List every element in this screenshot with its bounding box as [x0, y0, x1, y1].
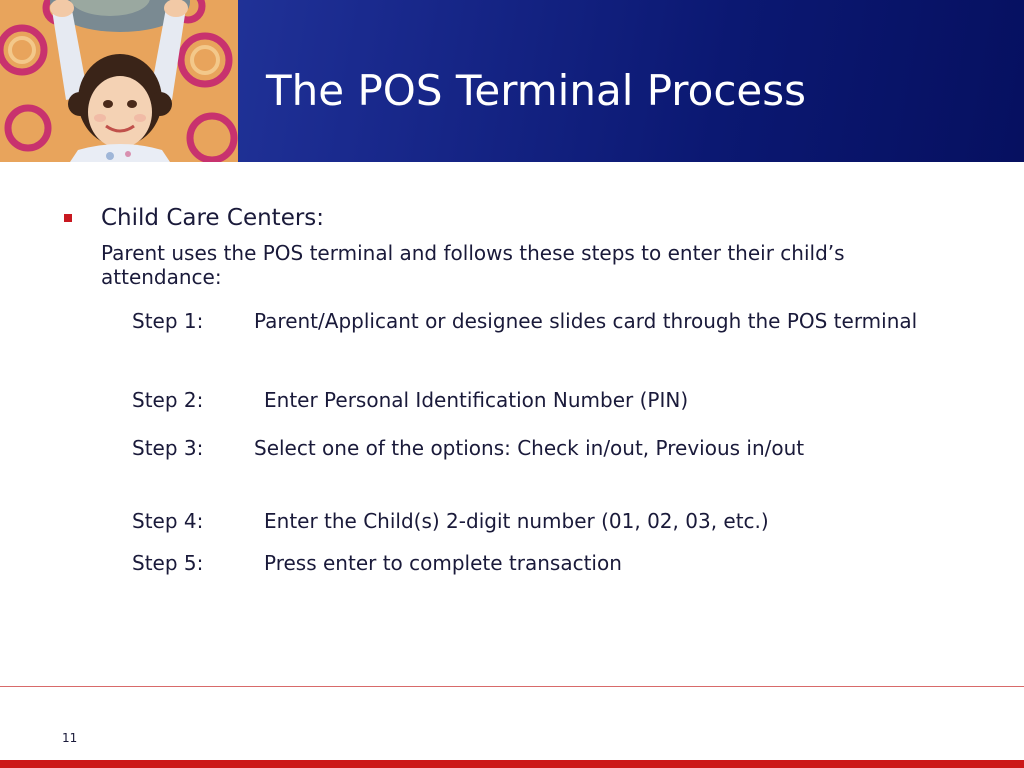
intro-text: Parent uses the POS terminal and follows these steps to enter their child’s attendance:: [101, 241, 845, 289]
title-banner: [0, 0, 1024, 162]
step-label: Step 4:: [132, 509, 204, 533]
step-label: Step 5:: [132, 551, 204, 575]
step-text: Select one of the options: Check in/out, Previous in/out: [254, 436, 805, 460]
bullet-heading: Child Care Centers:: [101, 205, 325, 231]
step-label: Step 3:: [132, 436, 204, 460]
step-text: Enter Personal Identification Number (PIN): [264, 388, 689, 412]
page-number: 11: [62, 731, 78, 745]
step-label: Step 2:: [132, 388, 204, 412]
step-text: Press enter to complete transaction: [264, 551, 622, 575]
slide-title: The POS Terminal Process: [266, 66, 807, 115]
step-text: Enter the Child(s) 2-digit number (01, 02, 03, etc.): [264, 509, 769, 533]
step-label: Step 1:: [132, 309, 204, 333]
footer-accent-bar: [0, 760, 1024, 768]
child-holding-globe-photo: [0, 0, 238, 162]
footer-divider: [0, 686, 1024, 687]
step-text: Parent/Applicant or designee slides card through the POS terminal: [254, 309, 918, 333]
bullet-square-icon: [64, 214, 72, 222]
